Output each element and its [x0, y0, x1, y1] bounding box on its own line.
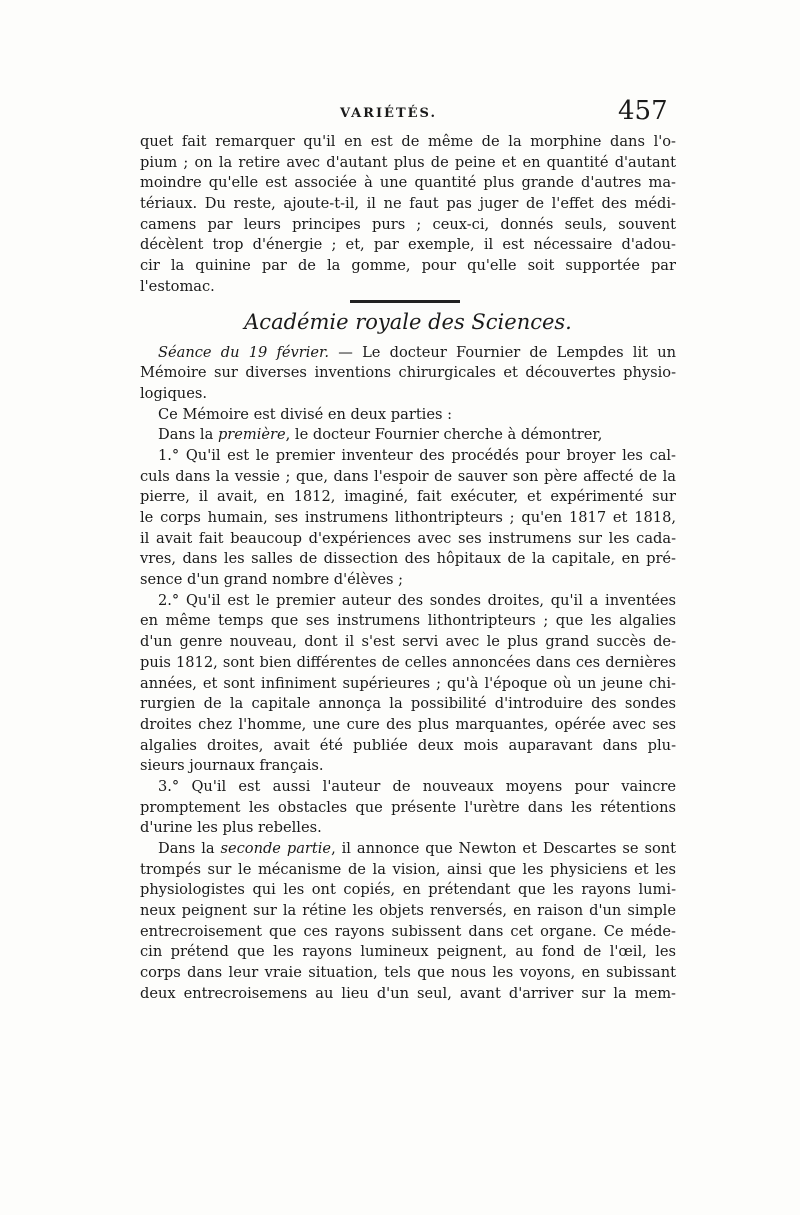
text-line: trompés sur le mécanisme de la vision, ainsi que les physiciens et les — [140, 860, 676, 878]
text-line: algalies droites, avait été publiée deux mois auparavant dans plu- — [140, 736, 676, 754]
text-line: cir la quinine par de la gomme, pour qu'elle soit supportée par — [140, 257, 676, 275]
text-line: le corps humain, ses instrumens lithontripteurs ; qu'en 1817 et 1818, — [140, 509, 676, 526]
text-line: physiologistes qui les ont copiés, en prétendant que les rayons lumi- — [140, 881, 676, 899]
text-line: décèlent trop d'énergie ; et, par exemple, il est nécessaire d'adou- — [140, 236, 676, 254]
text-line: moindre qu'elle est associée à une quantité plus grande d'autres ma- — [140, 174, 676, 192]
text-line: puis 1812, sont bien différentes de celles annoncées dans ces dernières — [140, 653, 676, 671]
text-line: rurgien de la capitale annonça la possibilité d'introduire des sondes — [140, 695, 676, 713]
first-part-emph: première — [217, 426, 286, 444]
point-2-paragraph — [140, 591, 676, 777]
text-line: en même temps que ses instrumens lithontripteurs ; que les algalies — [140, 612, 676, 630]
text-line: logiques. — [140, 384, 207, 402]
first-part-suffix: , le docteur Fournier cherche à démontrer, — [285, 426, 603, 444]
section-divider — [350, 300, 460, 303]
second-part-emph: seconde partie — [220, 840, 332, 857]
text-line: culs dans la vessie ; que, dans l'espoir de sauver son père affecté de la — [140, 467, 676, 485]
running-head: VARIÉTÉS. — [340, 106, 437, 121]
intro-line: Ce Mémoire est divisé en deux parties : — [158, 405, 453, 423]
seance-lead: — Le docteur Fournier de Lempdes lit un — [329, 343, 676, 361]
text-line: quet fait remarquer qu'il en est de même de la morphine dans l'o- — [140, 133, 676, 150]
text-line: pium ; on la retire avec d'autant plus de peine et en quantité d'autant — [140, 153, 676, 171]
text-line: il avait fait beaucoup d'expériences avec ses instrumens sur les cada- — [140, 529, 676, 547]
continuation-paragraph — [140, 132, 676, 298]
text-line: l'estomac. — [140, 277, 215, 295]
text-line: promptement les obstacles que présente l'urètre dans les rétentions — [140, 798, 676, 816]
first-part-prefix: Dans la — [158, 426, 218, 444]
seance-date: Séance du 19 février. — [158, 343, 330, 361]
text-line: vres, dans les salles de dissection des hôpitaux de la capitale, en pré- — [140, 550, 676, 568]
second-part-prefix: Dans la — [158, 840, 221, 857]
text-line: d'un genre nouveau, dont il s'est servi avec le plus grand succès de- — [140, 633, 676, 651]
section-title: Académie royale des Sciences. — [244, 309, 572, 334]
page-number: 457 — [618, 96, 668, 126]
text-line — [140, 343, 676, 364]
text-line: sieurs journaux français. — [140, 757, 324, 775]
text-line: pierre, il avait, en 1812, imaginé, fait exécuter, et expérimenté sur — [140, 488, 676, 506]
point-1-paragraph — [140, 446, 676, 591]
text-line: sence d'un grand nombre d'élèves ; — [140, 571, 404, 589]
page-header — [140, 96, 680, 132]
text-line: années, et sont infiniment supérieures ; qu'à l'époque où un jeune chi- — [140, 674, 676, 692]
text-line: corps dans leur vraie situation, tels que nous les voyons, en subissant — [140, 964, 676, 982]
text-line: camens par leurs principes purs ; ceux-ci, donnés seuls, souvent — [140, 215, 676, 233]
text-line: 3.° Qu'il est aussi l'auteur de nouveaux moyens pour vaincre — [158, 777, 676, 795]
text-line: droites chez l'homme, une cure des plus marquantes, opérée avec ses — [140, 715, 676, 733]
text-line: d'urine les plus rebelles. — [140, 819, 322, 837]
second-part-paragraph — [140, 839, 676, 1005]
text-line: 2.° Qu'il est le premier auteur des sondes droites, qu'il a inventées — [158, 591, 676, 609]
second-part-suffix: , il annonce que Newton et Descartes se sont — [331, 840, 676, 857]
text-line: Mémoire sur diverses inventions chirurgicales et découvertes physio- — [140, 364, 676, 382]
point-3-paragraph — [140, 777, 676, 839]
text-line: tériaux. Du reste, ajoute-t-il, il ne faut pas juger de l'effet des médi- — [140, 195, 676, 213]
text-line: 1.° Qu'il est le premier inventeur des procédés pour broyer les cal- — [158, 446, 676, 464]
text-line: entrecroisement que ces rayons subissent dans cet organe. Ce méde- — [140, 922, 676, 940]
text-line — [140, 839, 676, 860]
text-line: deux entrecroisemens au lieu d'un seul, avant d'arriver sur la mem- — [140, 984, 676, 1002]
first-part-line — [140, 425, 676, 446]
body-text — [140, 132, 676, 1005]
text-line: cin prétend que les rayons lumineux peignent, au fond de l'œil, les — [140, 943, 676, 961]
text-line: neux peignent sur la rétine les objets renversés, en raison d'un simple — [140, 902, 676, 920]
seance-paragraph — [140, 343, 676, 405]
